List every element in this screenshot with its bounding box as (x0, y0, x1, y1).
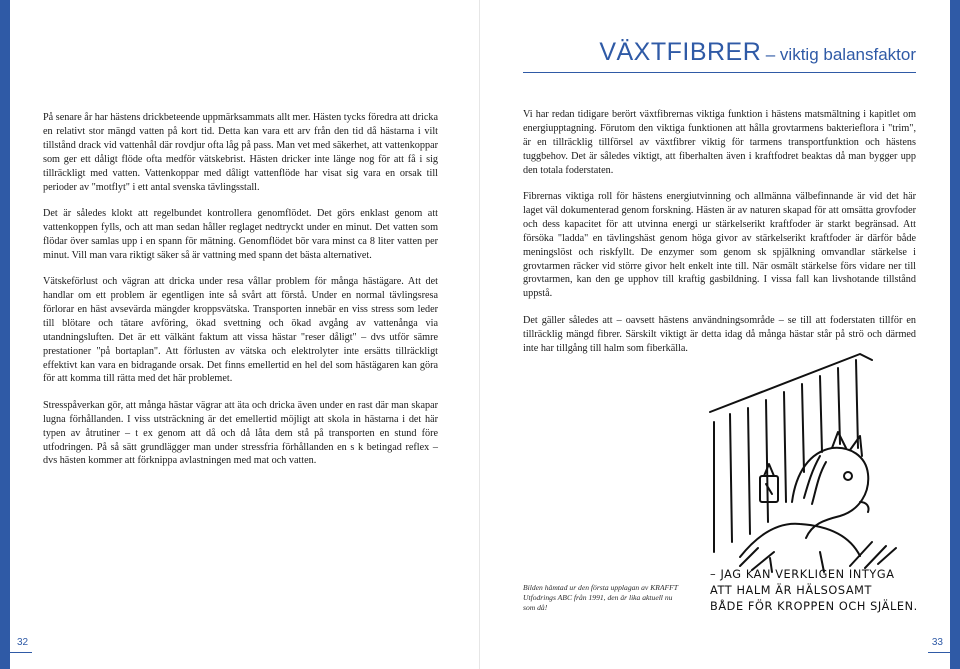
title-subtitle: – viktig balansfaktor (765, 45, 916, 64)
speech-line-3: BÅDE FÖR KROPPEN OCH SJÄLEN. (710, 600, 918, 613)
right-column (523, 108, 916, 368)
left-paragraph-3: Vätskeförlust och vägran att dricka under resa vållar problem för många hästägare. Att det handlar om ett problem är egentligen inte så svårt att förstå. Under en normal tävlingsresa förlorar en häst avsevärda mängder kroppsvätska. Transporten innebär en viss stress som leder till blötare och tätare avföring, ökad svettning och ökad avgång av vattenånga via utandningsluften. Det är ett välkänt faktum att vissa hästar "reser dåligt" – dvs utför sämre prestationer "på bortaplan". Att förlusten av vätska och elektrolyter inte ersätts tillräckligt effektivt kan vara en bidragande orsak. Det finns emellertid en hel del som hästägaren kan göra för att komma till rätta med det här problemet. (43, 276, 438, 385)
left-edge-bar (0, 0, 10, 669)
left-paragraph-2: Det är således klokt att regelbundet kontrollera genomflödet. Det görs enklast genom att vattenkoppen fylls, och att man sedan håller reglaget nedtryckt under en minut. Det vatten som flödar över samlas upp i en spann för mätning. Genomflödet bör vara minst ca 8 liter vatten per minut. Vill man vara riktigt säker så är vattning med spann det bästa alternativet. (43, 207, 438, 261)
page-gutter (479, 0, 480, 669)
page-number-left: 32 (17, 637, 29, 648)
page-title (599, 38, 916, 67)
page-number-rule-left (10, 652, 32, 653)
page-number-rule-right (928, 652, 950, 653)
right-paragraph-3: Det gäller således att – oavsett hästens användningsområde – se till att foderstaten tillför en tillräcklig mängd fibrer. Särskilt viktigt är detta idag då många hästar står på strö och därmed inte har tillgång till halm som fiberkälla. (523, 314, 916, 354)
page-number-right: 33 (931, 637, 943, 648)
header-rule (523, 72, 916, 73)
left-paragraph-4: Stresspåverkan gör, att många hästar vägrar att äta och dricka även under en rast där man skapar lugna förhållanden. I viss utsträckning är det emellertid möjligt att skola in hästarna i det här typen av åtrutiner – t ex genom att då och då låta dem stå på transporten en stund före utfodringen. På så sätt grundlägger man under stressfria förhållanden en s k betingad reflex – dvs hästen kommer att förknippa avlastningen med mat och vatten. (43, 399, 438, 467)
speech-line-2: ATT HALM ÄR HÄLSOSAMT (710, 584, 873, 597)
title-main: VÄXTFIBRER (599, 38, 762, 66)
speech-line-1: – JAG KAN VERKLIGEN INTYGA (710, 568, 895, 581)
right-paragraph-1: Vi har redan tidigare berört växtfibrernas viktiga funktion i hästens matsmältning i kapitlet om energiupptagning. Förutom den viktiga funktionen att hålla grovtarmens bakterieflora i "trim", är en tillräcklig tillförsel av växtfibrer viktig för tarmens transportfunktion och hästens tuggbehov. Det är således viktigt, att fiberhalten även i kraftfodret beaktas då man bygger upp den totala foderstaten. (523, 109, 916, 176)
image-caption: Bilden hämtad ur den första upplagan av KRAFFT Utfodrings ABC från 1991, den är lika aktuell nu som då! (523, 583, 678, 612)
right-paragraph-2: Fibrernas viktiga roll för hästens energiutvinning och allmänna välbefinnande är vid det här laget väl dokumenterad genom forskning. Hästen är av naturen skapad för att omsätta grovfoder och dess kapacitet för att utvinna energi ur stärkelserikt kraftfoder är starkt begränsad. Att försöka "ladda" en tävlingshäst genom höga givor av stärkelserikt kraftfoder är därför både meningslöst och riskfyllt. De enzymer som genom sk spjälkning omvandlar stärkelse i grovtarmen räcker vid större givor helt enkelt inte till. När osmält stärkelse förs vidare ner till grovtarmen, kan den ge upphov till kraftig gasbildning. I vissa fall kan livshotande tillstånd uppstå. (523, 191, 916, 300)
speech-text (710, 567, 930, 615)
right-edge-bar (950, 0, 960, 669)
left-column (43, 111, 438, 481)
left-paragraph-1: På senare år har hästens drickbeteende uppmärksammats allt mer. Hästen tycks föredra att dricka en relativt stor mängd vatten på kort tid. Detta kan vara ett arv från den tid då hästarna i vilt tillstånd drack vid vattenhål där rovdjur ofta låg på pass. Man vet med säkerhet, att vattenkoppar som ger ett dåligt flöde ofta medför vätskebrist. Hästen dricker inte länge nog för att få i sig tillräckligt med vatten. Vattenkoppar med dåligt vattenflöde har visat sig vara en orsak till perioder av "motflyt" i ett antal svenska tävlingsstall. (43, 112, 438, 193)
horse-cartoon-icon (700, 352, 900, 577)
